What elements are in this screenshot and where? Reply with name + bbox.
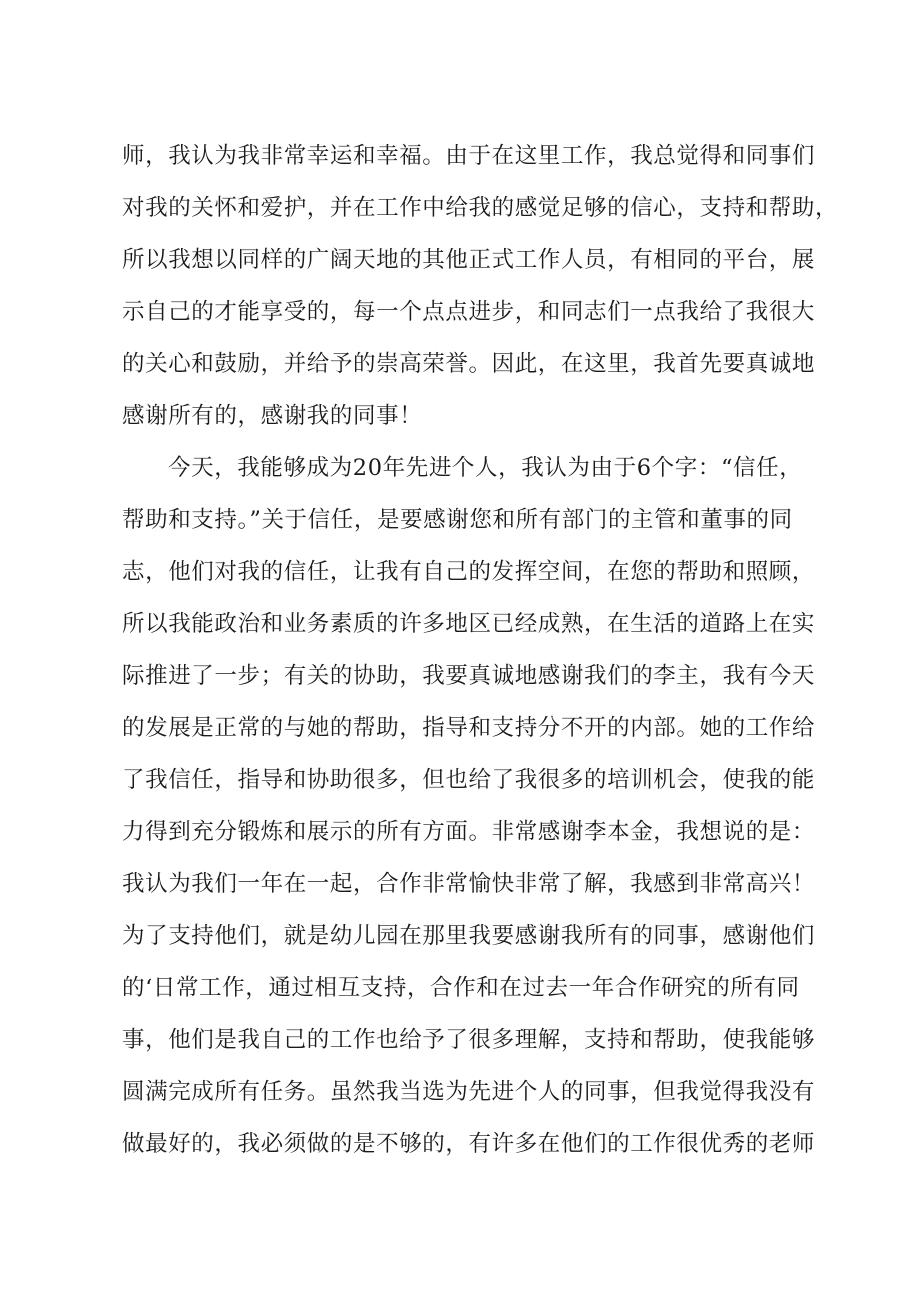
paragraph-2-line-9: 我认为我们一年在一起，合作非常愉快非常了解，我感到非常高兴！ [122, 871, 816, 897]
paragraph-1-line-5: 的关心和鼓励，并给予的崇高荣誉。因此，在这里，我首先要真诚地 [122, 351, 816, 377]
paragraph-2-line-14: 做最好的，我必须做的是不够的，有许多在他们的工作很优秀的老师 [122, 1131, 816, 1157]
paragraph-2-line-12: 事，他们是我自己的工作也给予了很多理解，支持和帮助，使我能够 [122, 1027, 816, 1053]
paragraph-2-line-3: 志，他们对我的信任，让我有自己的发挥空间，在您的帮助和照顾， [122, 559, 816, 585]
paragraph-2-line-8: 力得到充分锻炼和展示的所有方面。非常感谢李本金，我想说的是： [122, 819, 816, 845]
paragraph-2-line-1: 今天，我能够成为20年先进个人，我认为由于6个字：“信任， [168, 455, 803, 481]
paragraph-2-line-7: 了我信任，指导和协助很多，但也给了我很多的培训机会，使我的能 [122, 767, 816, 793]
paragraph-1-line-6: 感谢所有的，感谢我的同事！ [122, 403, 423, 429]
paragraph-2-line-4: 所以我能政治和业务素质的许多地区已经成熟，在生活的道路上在实 [122, 611, 816, 637]
paragraph-1-line-2: 对我的关怀和爱护，并在工作中给我的感觉足够的信心，支持和帮助， [122, 195, 839, 221]
paragraph-2-line-13: 圆满完成所有任务。虽然我当选为先进个人的同事，但我觉得我没有 [122, 1079, 816, 1105]
paragraph-2-line-6: 的发展是正常的与她的帮助，指导和支持分不开的内部。她的工作给 [122, 715, 816, 741]
paragraph-2-line-5: 际推进了一步；有关的协助，我要真诚地感谢我们的李主，我有今天 [122, 663, 816, 689]
paragraph-2-line-11: 的‘日常工作，通过相互支持，合作和在过去一年合作研究的所有同 [122, 975, 800, 1001]
paragraph-1-line-4: 示自己的才能享受的，每一个点点进步，和同志们一点我给了我很大 [122, 299, 816, 325]
paragraph-1-line-3: 所以我想以同样的广阔天地的其他正式工作人员，有相同的平台，展 [122, 247, 816, 273]
paragraph-1-line-1: 师，我认为我非常幸运和幸福。由于在这里工作，我总觉得和同事们 [122, 143, 816, 169]
paragraph-2-line-10: 为了支持他们，就是幼儿园在那里我要感谢我所有的同事，感谢他们 [122, 923, 816, 949]
paragraph-2-line-2: 帮助和支持。”关于信任，是要感谢您和所有部门的主管和董事的同 [122, 507, 793, 533]
